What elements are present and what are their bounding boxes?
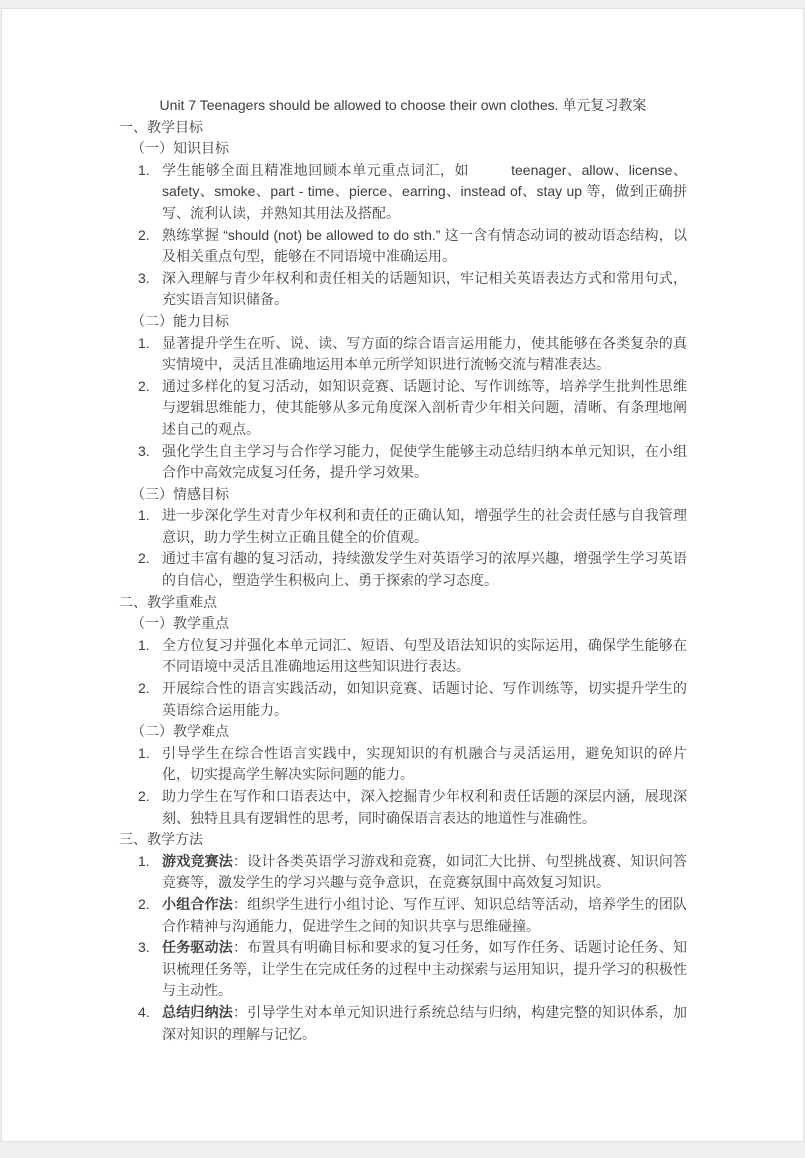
list-item-body: 强化学生自主学习与合作学习能力，促使学生能够主动总结归纳本单元知识，在小组合作中高效完成复习任务，提升学习效果。: [162, 442, 687, 481]
list-item-number: 3.: [138, 442, 150, 459]
list-item-text: [162, 227, 687, 265]
list-item-number: 1.: [138, 334, 150, 351]
list-item-number: 1.: [138, 852, 150, 869]
subsection-heading: （三）情感目标: [131, 485, 229, 502]
list-item-text: [162, 1004, 687, 1042]
list-item-text: [162, 270, 687, 308]
list-item-number: 2.: [138, 895, 150, 912]
list-item-body: 学生能够全面且精准地回顾本单元重点词汇，如 teenager、allow、license、safety、smoke、part - time、pierce、earring、instead of、stay up 等，做到正确拼写、流利认读，并熟知其用法及搭配。: [162, 161, 687, 221]
list-item-body: 引导学生在综合性语言实践中，实现知识的有机融合与灵活运用，避免知识的碎片化，切实提高学生解决实际问题的能力。: [162, 744, 687, 783]
list-item-number: 1.: [138, 161, 150, 178]
list-item-body: 进一步深化学生对青少年权利和责任的正确认知，增强学生的社会责任感与自我管理意识，助力学生树立正确且健全的价值观。: [162, 507, 687, 545]
list-item-text: [162, 853, 687, 891]
list-item: [119, 548, 687, 591]
document-body: [119, 117, 687, 1046]
list-item-text: [162, 896, 687, 934]
list-item: [119, 268, 687, 311]
subsection-heading: （一）知识目标: [131, 140, 229, 157]
list-item: [119, 441, 687, 484]
list-item-body: 通过多样化的复习活动，如知识竞赛、话题讨论、写作训练等，培养学生批判性思维与逻辑思维能力，使其能够从多元角度深入剖析青少年相关问题，清晰、有条理地阐述自己的观点。: [162, 377, 687, 437]
list-item: [119, 505, 687, 548]
list-item-body: ：引导学生对本单元知识进行系统总结与归纳，构建完整的知识体系，加深对知识的理解与记忆。: [162, 1003, 688, 1042]
list-item: [119, 333, 687, 376]
list-item-text: [162, 378, 687, 437]
list-item-body: 开展综合性的语言实践活动，如知识竞赛、话题讨论、写作训练等，切实提升学生的英语综合运用能力。: [162, 680, 687, 718]
list-item: [119, 937, 687, 1002]
list-item: [119, 635, 687, 678]
list-item-number: 2.: [138, 680, 150, 697]
list-item-body: ：布置具有明确目标和要求的复习任务，如写作任务、话题讨论任务、知识梳理任务等，让学生在完成任务的过程中主动探索与运用知识，提升学习的积极性与主动性。: [162, 939, 688, 999]
list-item-text: [162, 680, 687, 718]
list-item-lead: 总结归纳法: [162, 1003, 233, 1020]
list-item: [119, 678, 687, 721]
list-item-body: ：设计各类英语学习游戏和竞赛，如词汇大比拼、句型挑战赛、知识问答竞赛等，激发学生的学习兴趣与竞争意识，在竞赛氛围中高效复习知识。: [162, 852, 688, 891]
list-item-body: 全方位复习并强化本单元词汇、短语、句型及语法知识的实际运用，确保学生能够在不同语境中灵活且准确地运用这些知识进行表达。: [162, 636, 687, 675]
section-heading: 三、教学方法: [119, 831, 203, 848]
list-item: [119, 1002, 687, 1045]
section-heading: 一、教学目标: [119, 118, 203, 135]
list-item-lead: 游戏竞赛法: [162, 852, 233, 869]
list-item-text: [162, 745, 687, 783]
list-item-number: 2.: [138, 226, 150, 243]
list-item-lead: 小组合作法: [162, 895, 233, 912]
list-item: [119, 376, 687, 441]
list-item: [119, 160, 687, 225]
list-item-body: 深入理解与青少年权利和责任相关的话题知识，牢记相关英语表达方式和常用句式，充实语言知识储备。: [162, 269, 687, 308]
list-item-number: 2.: [138, 788, 150, 804]
list-item-text: [162, 939, 687, 998]
subsection-heading: （二）能力目标: [131, 312, 229, 329]
list-item-lead: 任务驱动法: [162, 939, 233, 956]
list-item-body: 熟练掌握 “should (not) be allowed to do sth.” 这一含有情态动词的被动语态结构，以及相关重点句型，能够在不同语境中准确运用。: [162, 226, 687, 265]
list-item-number: 1.: [138, 744, 150, 761]
list-item: [119, 225, 687, 268]
list-item-text: [162, 550, 687, 588]
list-item-number: 1.: [138, 636, 150, 653]
subsection-heading: （二）教学难点: [131, 723, 229, 740]
document-title: Unit 7 Teenagers should be allowed to choose their own clothes. 单元复习教案: [159, 97, 647, 113]
document-page: [1, 8, 804, 1142]
list-item: [119, 786, 687, 829]
list-item-text: [162, 443, 687, 481]
list-item-text: [162, 335, 687, 373]
list-item: [119, 851, 687, 894]
list-item-text: [162, 637, 687, 675]
list-item: [119, 743, 687, 786]
list-item-number: 1.: [138, 507, 150, 524]
list-item-number: 3.: [138, 269, 150, 286]
list-item-text: [162, 788, 687, 826]
subsection-heading: （一）教学重点: [131, 615, 229, 632]
list-item-body: ：组织学生进行小组讨论、写作互评、知识总结等活动，培养学生的团队合作精神与沟通能力，促进学生之间的知识共享与思维碰撞。: [162, 895, 688, 934]
section-heading: 二、教学重难点: [119, 593, 217, 610]
list-item-number: 2.: [138, 377, 150, 394]
list-item-number: 3.: [138, 939, 150, 956]
list-item-body: 助力学生在写作和口语表达中，深入挖掘青少年权利和责任话题的深层内涵，展现深刻、独特且具有逻辑性的思考，同时确保语言表达的地道性与准确性。: [162, 788, 687, 826]
list-item-body: 通过丰富有趣的复习活动，持续激发学生对英语学习的浓厚兴趣，增强学生学习英语的自信心，塑造学生积极向上、勇于探索的学习态度。: [162, 550, 687, 589]
list-item-body: 显著提升学生在听、说、读、写方面的综合语言运用能力，使其能够在各类复杂的真实情境中，灵活且准确地运用本单元所学知识进行流畅交流与精准表达。: [162, 334, 687, 373]
list-item: [119, 894, 687, 937]
list-item-text: [162, 162, 687, 221]
list-item-number: 4.: [138, 1003, 150, 1020]
list-item-text: [162, 507, 687, 545]
list-item-number: 2.: [138, 550, 150, 567]
